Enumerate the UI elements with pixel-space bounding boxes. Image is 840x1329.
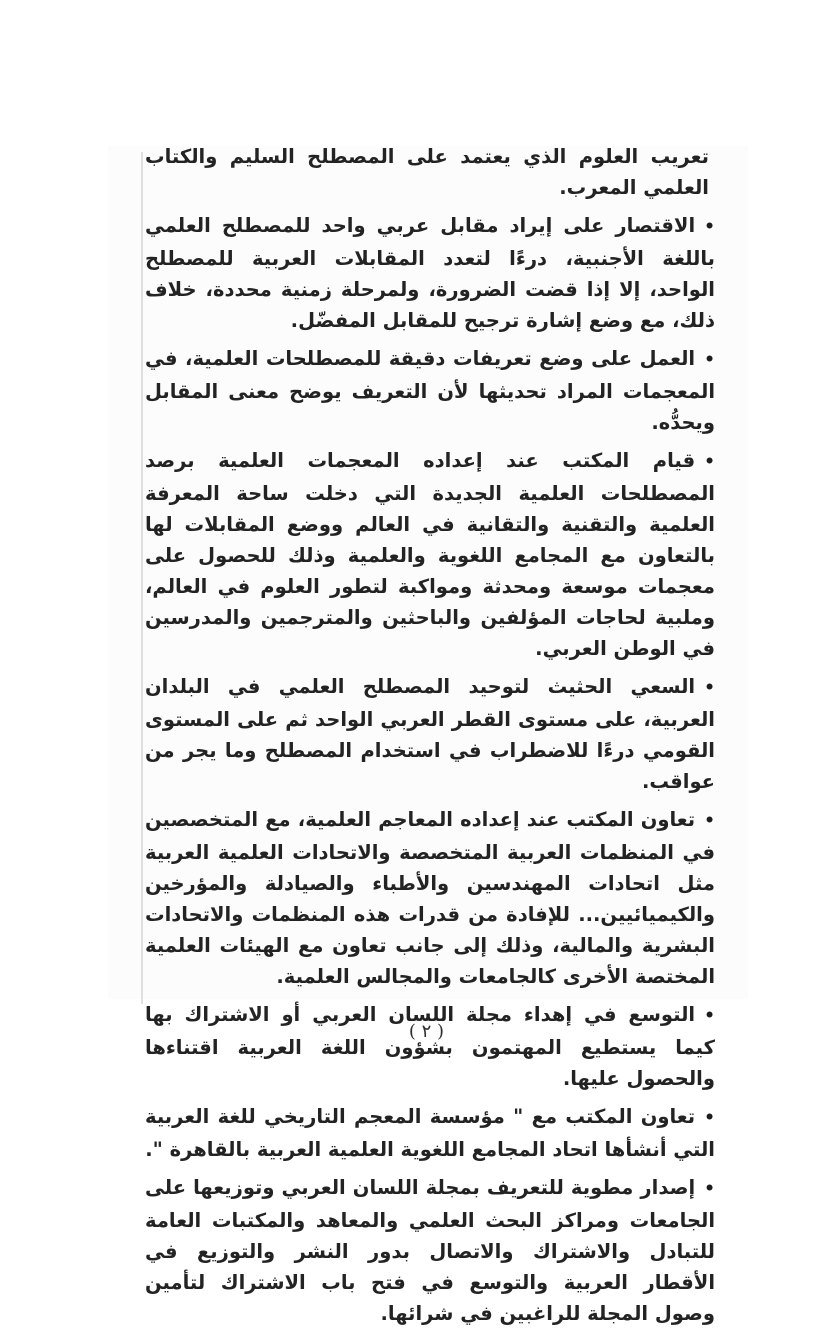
- bullet-item-text: العمل على وضع تعريفات دقيقة للمصطلحات العلمية، في المعجمات المراد تحديثها لأن التعريف يوضح معنى المقابل ويحدُّه.: [145, 347, 715, 434]
- bullet-item: [145, 1172, 715, 1329]
- bullet-item-text: إصدار مطوية للتعريف بمجلة اللسان العربي وتوزيعها على الجامعات ومراكز البحث العلمي والمعاهد والمكتبات العامة للتبادل والاشتراك والاتصال بدور النشر والتوزيع في الأقطار العربية والتوسع في فتح باب الاشتراك لتأمين وصول المجلة للراغبين في شرائها.: [145, 1176, 715, 1325]
- bullet-item-text: التوسع في إهداء مجلة اللسان العربي أو الاشتراك بها كيما يستطيع المهتمون بشؤون اللغة العربية اقتناءها والحصول عليها.: [145, 1003, 715, 1090]
- bullet-item-text: قيام المكتب عند إعداده المعجمات العلمية برصد المصطلحات العلمية الجديدة التي دخلت ساحة المعرفة العلمية والتقنية والتقانية في العالم ووضع المقابلات لها بالتعاون مع المجامع اللغوية والعلمية وذلك للحصول على معجمات موسعة ومحدثة ومواكبة لتطور العلوم في العالم، وملبية لحاجات المؤلفين والباحثين والمترجمين والمدرسين في الوطن العربي.: [145, 449, 715, 660]
- intro-paragraph: تعريب العلوم الذي يعتمد على المصطلح السليم والكتاب العلمي المعرب.: [145, 145, 709, 199]
- bullet-item-text: تعاون المكتب مع " مؤسسة المعجم التاريخي للغة العربية التي أنشأها اتحاد المجامع اللغوية العلمية العربية بالقاهرة ".: [145, 1105, 715, 1161]
- bullet-icon: •: [704, 350, 715, 370]
- scan-edge-line: [141, 152, 143, 1004]
- page-number: ( ٢ ): [408, 1021, 445, 1042]
- bullet-icon: •: [704, 1006, 715, 1026]
- bullet-item-text: تعاون المكتب عند إعداده المعاجم العلمية، مع المتخصصين في المنظمات العربية المتخصصة والاتحادات العلمية العربية مثل اتحادات المهندسين والأطباء والصيادلة والمؤرخين والكيميائيين... للإفادة من قدرات هذه المنظمات والاتحادات البشرية والمالية، وذلك إلى جانب تعاون مع الهيئات العلمية المختصة الأخرى كالجامعات والمجالس العلمية.: [145, 808, 715, 988]
- bullet-icon: •: [704, 811, 715, 831]
- bullet-item-text: الاقتصار على إيراد مقابل عربي واحد للمصطلح العلمي باللغة الأجنبية، درءًا لتعدد المقابلات العربية للمصطلح الواحد، إلا إذا قضت الضرورة، ولمرحلة زمنية محددة، خلاف ذلك، مع وضع إشارة ترجيح للمقابل المفضّل.: [145, 214, 715, 332]
- bullet-item: [145, 445, 715, 664]
- bullet-item: [145, 1101, 715, 1165]
- bullet-item: [145, 343, 715, 438]
- bullet-item: [145, 210, 715, 336]
- bullet-list: [145, 210, 715, 1329]
- document-content: [145, 141, 715, 1329]
- bullet-icon: •: [704, 678, 715, 698]
- bullet-item: [145, 804, 715, 992]
- bullet-icon: •: [704, 1108, 715, 1128]
- bullet-item: [145, 999, 715, 1094]
- bullet-icon: •: [704, 217, 715, 237]
- bullet-icon: •: [704, 1179, 715, 1199]
- bullet-icon: •: [704, 452, 715, 472]
- bullet-item: [145, 671, 715, 797]
- bullet-item-text: السعي الحثيث لتوحيد المصطلح العلمي في البلدان العربية، على مستوى القطر العربي الواحد ثم على المستوى القومي درءًا للاضطراب في استخدام المصطلح وما يجر من عواقب.: [145, 675, 715, 793]
